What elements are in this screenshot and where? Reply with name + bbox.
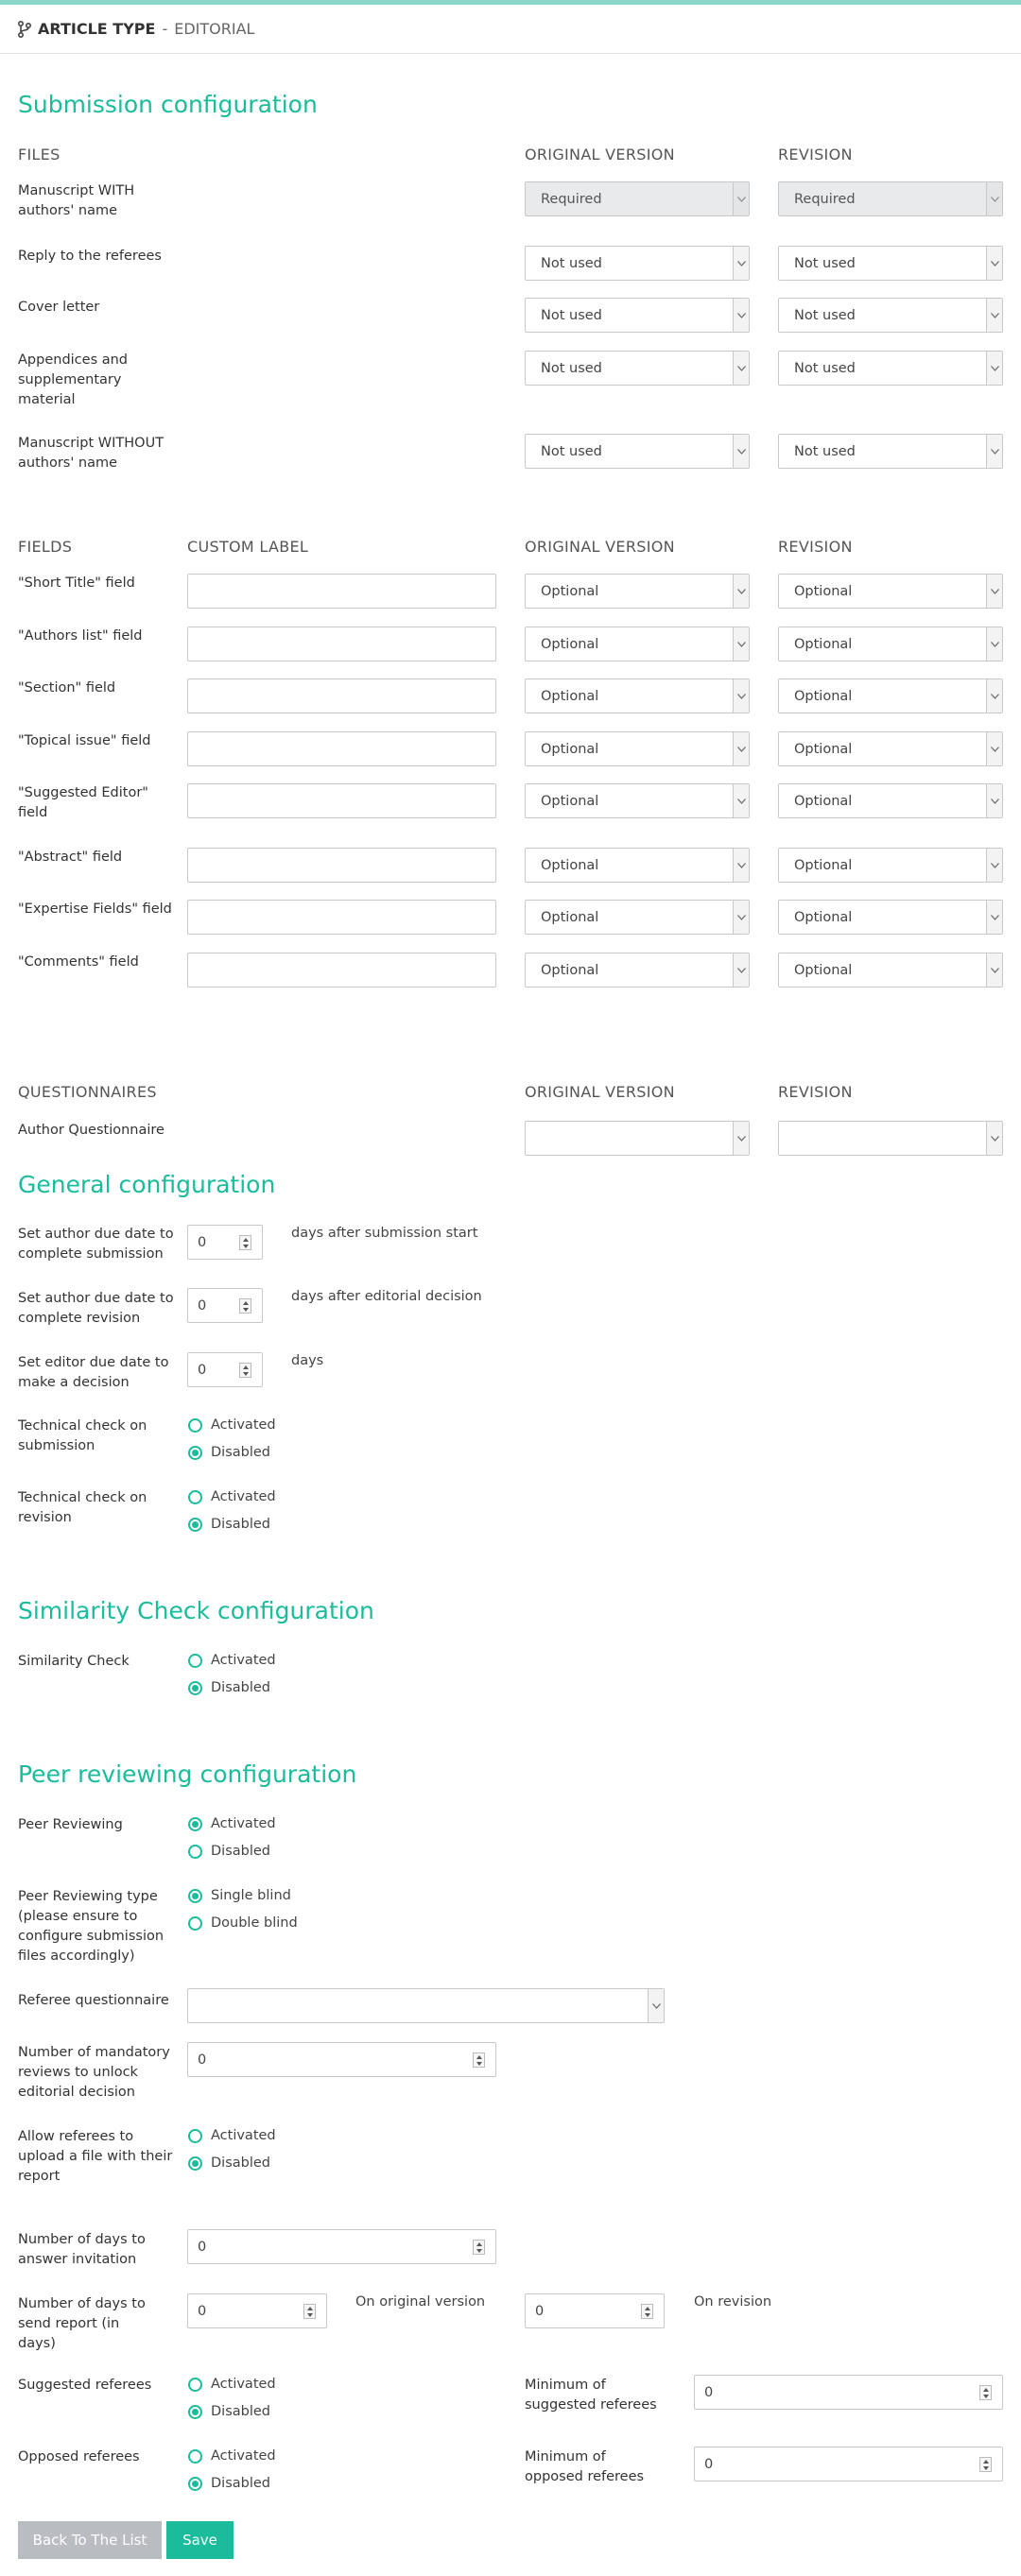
fields-column-header: FIELDS xyxy=(18,538,73,556)
field-original-select[interactable] xyxy=(525,678,750,713)
select-value: Not used xyxy=(794,360,856,376)
radio-icon xyxy=(188,1845,202,1859)
referee-upload-label: Allow referees to upload a file with their report xyxy=(18,2129,173,2184)
radio-label: Disabled xyxy=(211,1517,270,1532)
field-original-select[interactable] xyxy=(525,731,750,766)
questionnaires-revision-header: REVISION xyxy=(778,1083,853,1101)
due-submission-input[interactable] xyxy=(187,1225,263,1260)
mandatory-reviews-input[interactable] xyxy=(187,2042,496,2077)
radio-label: Double blind xyxy=(211,1915,298,1931)
radio-label: Single blind xyxy=(211,1888,291,1903)
chevron-down-icon xyxy=(986,435,1002,468)
chevron-down-icon xyxy=(733,627,749,661)
radio-checked-icon xyxy=(188,2156,202,2171)
custom-label-input[interactable] xyxy=(187,900,496,935)
chevron-down-icon xyxy=(986,575,1002,608)
similarity-activated-radio[interactable] xyxy=(188,1653,276,1668)
field-original-select[interactable] xyxy=(525,627,750,661)
chevron-down-icon xyxy=(733,901,749,934)
radio-icon xyxy=(188,2449,202,2464)
select-value: Not used xyxy=(541,255,602,271)
select-value: Optional xyxy=(541,636,599,652)
radio-icon xyxy=(188,1916,202,1931)
single-blind-radio[interactable] xyxy=(188,1888,291,1903)
field-revision-select[interactable] xyxy=(778,783,1003,818)
page-subtitle: EDITORIAL xyxy=(174,20,255,38)
select-value: Not used xyxy=(541,360,602,376)
select-value: Not used xyxy=(794,255,856,271)
peer-disabled-radio[interactable] xyxy=(188,1844,270,1859)
field-revision-select[interactable] xyxy=(778,627,1003,661)
due-editor-input[interactable] xyxy=(187,1352,263,1387)
field-label: "Short Title" field xyxy=(18,575,135,591)
file-original-select[interactable] xyxy=(525,434,750,469)
opposed-activated-radio[interactable] xyxy=(188,2448,276,2464)
field-label: "Suggested Editor" field xyxy=(18,785,148,820)
report-days-revision-input[interactable] xyxy=(525,2293,665,2328)
field-label: "Authors list" field xyxy=(18,628,143,644)
report-days-revision-label: On revision xyxy=(694,2294,772,2310)
radio-label: Activated xyxy=(211,2377,276,2392)
due-revision-suffix: days after editorial decision xyxy=(291,1289,482,1304)
general-config-title: General configuration xyxy=(18,1171,276,1198)
input-value: 0 xyxy=(198,1234,207,1250)
tech-revision-activated-radio[interactable] xyxy=(188,1489,276,1504)
field-revision-select[interactable] xyxy=(778,848,1003,883)
chevron-down-icon xyxy=(733,435,749,468)
chevron-down-icon xyxy=(733,953,749,987)
radio-label: Disabled xyxy=(211,2476,270,2491)
chevron-down-icon xyxy=(986,627,1002,661)
select-value: Required xyxy=(794,191,856,207)
select-value: Optional xyxy=(541,962,599,978)
answer-days-input[interactable] xyxy=(187,2229,496,2264)
radio-label: Activated xyxy=(211,2128,276,2143)
tech-submission-disabled-radio[interactable] xyxy=(188,1445,270,1460)
similarity-disabled-radio[interactable] xyxy=(188,1680,270,1695)
field-revision-select[interactable] xyxy=(778,953,1003,987)
suggested-referees-label: Suggested referees xyxy=(18,2378,152,2393)
file-original-select[interactable] xyxy=(525,181,750,216)
file-original-select[interactable] xyxy=(525,351,750,386)
files-column-header: FILES xyxy=(18,146,61,163)
radio-icon xyxy=(188,2129,202,2143)
report-days-original-label: On original version xyxy=(355,2294,486,2310)
double-blind-radio[interactable] xyxy=(188,1915,298,1931)
field-revision-select[interactable] xyxy=(778,900,1003,935)
select-value: Optional xyxy=(541,741,599,757)
radio-label: Disabled xyxy=(211,2404,270,2419)
select-value: Optional xyxy=(794,793,853,809)
file-label: Manuscript WITHOUT authors' name xyxy=(18,436,164,471)
chevron-down-icon xyxy=(733,1122,749,1155)
select-value: Not used xyxy=(541,443,602,459)
custom-label-input[interactable] xyxy=(187,848,496,883)
select-value: Required xyxy=(541,191,602,207)
select-value: Optional xyxy=(794,909,853,925)
tech-revision-label: Technical check on revision xyxy=(18,1490,147,1525)
questionnaires-column-header: QUESTIONNAIRES xyxy=(18,1083,157,1101)
spinner-icon[interactable] xyxy=(303,2304,316,2319)
chevron-down-icon xyxy=(986,901,1002,934)
files-original-header: ORIGINAL VERSION xyxy=(525,146,675,163)
chevron-down-icon xyxy=(986,352,1002,385)
radio-icon xyxy=(188,1418,202,1433)
chevron-down-icon xyxy=(986,849,1002,882)
spinner-icon[interactable] xyxy=(239,1298,251,1314)
min-opposed-label: Minimum of opposed referees xyxy=(525,2449,645,2484)
radio-checked-icon xyxy=(188,1446,202,1460)
radio-label: Disabled xyxy=(211,1844,270,1859)
radio-checked-icon xyxy=(188,1518,202,1532)
field-revision-select[interactable] xyxy=(778,574,1003,609)
opposed-referees-label: Opposed referees xyxy=(18,2449,140,2464)
file-revision-select[interactable] xyxy=(778,434,1003,469)
radio-label: Activated xyxy=(211,2448,276,2464)
tech-submission-label: Technical check on submission xyxy=(18,1418,147,1453)
select-value: Optional xyxy=(794,857,853,873)
files-revision-header: REVISION xyxy=(778,146,853,163)
chevron-down-icon xyxy=(986,1122,1002,1155)
radio-checked-icon xyxy=(188,1817,202,1831)
file-revision-select[interactable] xyxy=(778,246,1003,281)
field-label: "Topical issue" field xyxy=(18,733,151,748)
spinner-icon[interactable] xyxy=(239,1235,251,1250)
radio-checked-icon xyxy=(188,2405,202,2419)
radio-icon xyxy=(188,1654,202,1668)
select-value: Optional xyxy=(794,962,853,978)
file-original-select[interactable] xyxy=(525,298,750,333)
field-original-select[interactable] xyxy=(525,848,750,883)
opposed-disabled-radio[interactable] xyxy=(188,2476,270,2491)
peer-config-title: Peer reviewing configuration xyxy=(18,1760,357,1788)
input-value: 0 xyxy=(198,2239,207,2255)
save-button[interactable]: Save xyxy=(166,2521,234,2559)
input-value: 0 xyxy=(535,2303,545,2319)
input-value: 0 xyxy=(704,2384,714,2400)
input-value: 0 xyxy=(198,2303,207,2319)
chevron-down-icon xyxy=(733,247,749,280)
select-value: Optional xyxy=(541,857,599,873)
field-label: "Section" field xyxy=(18,680,116,696)
due-revision-input[interactable] xyxy=(187,1288,263,1323)
chevron-down-icon xyxy=(986,953,1002,987)
questionnaire-original-select[interactable] xyxy=(525,1121,750,1156)
radio-checked-icon xyxy=(188,1681,202,1695)
file-label: Cover letter xyxy=(18,300,100,315)
fields-original-header: ORIGINAL VERSION xyxy=(525,538,675,556)
chevron-down-icon xyxy=(986,784,1002,817)
radio-label: Disabled xyxy=(211,1680,270,1695)
due-submission-label: Set author due date to complete submission xyxy=(18,1227,174,1262)
spinner-icon[interactable] xyxy=(473,2240,485,2255)
report-days-original-input[interactable] xyxy=(187,2293,327,2328)
suggested-activated-radio[interactable] xyxy=(188,2377,276,2392)
page-title: ARTICLE TYPE xyxy=(38,20,156,38)
due-revision-label: Set author due date to complete revision xyxy=(18,1291,174,1326)
similarity-config-title: Similarity Check configuration xyxy=(18,1597,374,1624)
chevron-down-icon xyxy=(986,679,1002,713)
upload-disabled-radio[interactable] xyxy=(188,2155,270,2171)
min-suggested-input[interactable] xyxy=(694,2375,1003,2410)
file-revision-select[interactable] xyxy=(778,298,1003,333)
radio-label: Disabled xyxy=(211,2155,270,2171)
referee-questionnaire-select[interactable] xyxy=(187,1988,665,2023)
chevron-down-icon xyxy=(733,679,749,713)
similarity-check-label: Similarity Check xyxy=(18,1654,130,1669)
file-revision-select[interactable] xyxy=(778,351,1003,386)
min-suggested-label: Minimum of suggested referees xyxy=(525,2378,657,2413)
chevron-down-icon xyxy=(986,732,1002,765)
custom-label-input[interactable] xyxy=(187,678,496,713)
peer-activated-radio[interactable] xyxy=(188,1816,276,1831)
radio-label: Disabled xyxy=(211,1445,270,1460)
input-value: 0 xyxy=(704,2456,714,2472)
spinner-icon[interactable] xyxy=(979,2457,992,2472)
custom-label-input[interactable] xyxy=(187,574,496,609)
chevron-down-icon xyxy=(986,182,1002,215)
chevron-down-icon xyxy=(986,299,1002,332)
questionnaire-label: Author Questionnaire xyxy=(18,1123,164,1138)
radio-checked-icon xyxy=(188,1889,202,1903)
due-editor-suffix: days xyxy=(291,1353,324,1368)
field-revision-select[interactable] xyxy=(778,731,1003,766)
field-label: "Abstract" field xyxy=(18,850,123,865)
chevron-down-icon xyxy=(733,575,749,608)
input-value: 0 xyxy=(198,1362,207,1378)
input-value: 0 xyxy=(198,2052,207,2068)
radio-label: Activated xyxy=(211,1816,276,1831)
peer-reviewing-label: Peer Reviewing xyxy=(18,1817,123,1832)
select-value: Optional xyxy=(794,636,853,652)
spinner-icon[interactable] xyxy=(473,2052,485,2068)
chevron-down-icon xyxy=(733,299,749,332)
select-value: Not used xyxy=(541,307,602,323)
input-value: 0 xyxy=(198,1297,207,1314)
chevron-down-icon xyxy=(733,182,749,215)
field-original-select[interactable] xyxy=(525,783,750,818)
tech-revision-disabled-radio[interactable] xyxy=(188,1517,270,1532)
branch-icon xyxy=(17,20,32,39)
custom-label-input[interactable] xyxy=(187,783,496,818)
file-label: Appendices and supplementary material xyxy=(18,352,129,407)
spinner-icon[interactable] xyxy=(641,2304,653,2319)
radio-label: Activated xyxy=(211,1417,276,1433)
file-label: Manuscript WITH authors' name xyxy=(18,183,135,218)
chevron-down-icon xyxy=(648,1989,664,2022)
field-original-select[interactable] xyxy=(525,900,750,935)
peer-type-label: Peer Reviewing type (please ensure to configure submission files accordingly) xyxy=(18,1889,164,1964)
upload-activated-radio[interactable] xyxy=(188,2128,276,2143)
chevron-down-icon xyxy=(733,849,749,882)
referee-questionnaire-label: Referee questionnaire xyxy=(18,1993,169,2008)
select-value: Optional xyxy=(794,688,853,704)
field-original-select[interactable] xyxy=(525,574,750,609)
select-value: Optional xyxy=(794,583,853,599)
chevron-down-icon xyxy=(733,784,749,817)
radio-icon xyxy=(188,1490,202,1504)
chevron-down-icon xyxy=(986,247,1002,280)
select-value: Not used xyxy=(794,307,856,323)
radio-icon xyxy=(188,2378,202,2392)
select-value: Not used xyxy=(794,443,856,459)
custom-label-input[interactable] xyxy=(187,731,496,766)
chevron-down-icon xyxy=(733,732,749,765)
radio-checked-icon xyxy=(188,2477,202,2491)
title-separator: - xyxy=(162,20,168,38)
due-submission-suffix: days after submission start xyxy=(291,1226,478,1241)
min-opposed-input[interactable] xyxy=(694,2447,1003,2482)
spinner-icon[interactable] xyxy=(239,1363,251,1378)
select-value: Optional xyxy=(794,741,853,757)
custom-label-input[interactable] xyxy=(187,953,496,987)
questionnaires-original-header: ORIGINAL VERSION xyxy=(525,1083,675,1101)
select-value: Optional xyxy=(541,909,599,925)
mandatory-reviews-label: Number of mandatory reviews to unlock editorial decision xyxy=(18,2045,170,2100)
spinner-icon[interactable] xyxy=(979,2385,992,2400)
chevron-down-icon xyxy=(733,352,749,385)
file-original-select[interactable] xyxy=(525,246,750,281)
radio-label: Activated xyxy=(211,1489,276,1504)
select-value: Optional xyxy=(541,793,599,809)
custom-label-input[interactable] xyxy=(187,627,496,661)
custom-label-header: CUSTOM LABEL xyxy=(187,538,309,556)
file-revision-select[interactable] xyxy=(778,181,1003,216)
questionnaire-revision-select[interactable] xyxy=(778,1121,1003,1156)
select-value: Optional xyxy=(541,688,599,704)
answer-days-label: Number of days to answer invitation xyxy=(18,2232,146,2267)
suggested-disabled-radio[interactable] xyxy=(188,2404,270,2419)
file-label: Reply to the referees xyxy=(18,249,162,264)
field-label: "Expertise Fields" field xyxy=(18,902,172,917)
field-revision-select[interactable] xyxy=(778,678,1003,713)
tech-submission-activated-radio[interactable] xyxy=(188,1417,276,1433)
field-label: "Comments" field xyxy=(18,954,139,970)
due-editor-label: Set editor due date to make a decision xyxy=(18,1355,169,1390)
page-header xyxy=(0,5,1021,54)
fields-revision-header: REVISION xyxy=(778,538,853,556)
field-original-select[interactable] xyxy=(525,953,750,987)
report-days-label: Number of days to send report (in days) xyxy=(18,2296,146,2351)
select-value: Optional xyxy=(541,583,599,599)
submission-config-title: Submission configuration xyxy=(18,91,318,118)
radio-label: Activated xyxy=(211,1653,276,1668)
back-to-list-button[interactable]: Back To The List xyxy=(18,2521,162,2559)
